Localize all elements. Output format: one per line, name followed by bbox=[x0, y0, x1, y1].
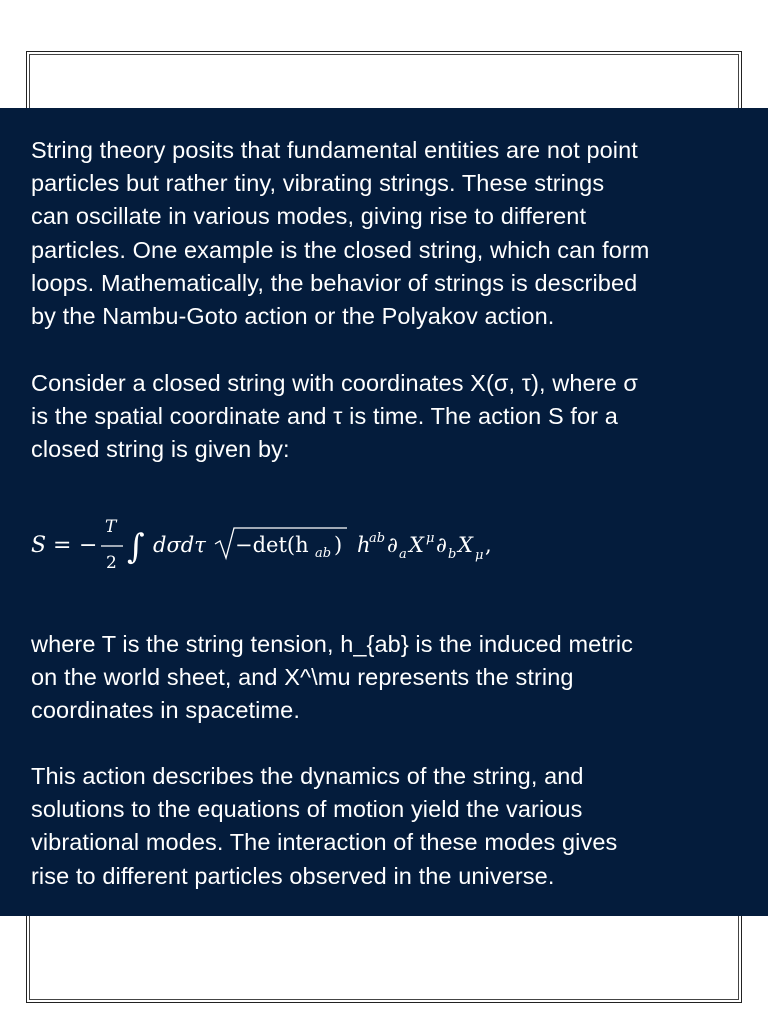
paragraph-where: where T is the string tension, h_{ab} is the induced metric on the world sheet, and X^\mu represents the string coordinates in spacetime. bbox=[31, 631, 634, 724]
formula-d1: ∂ bbox=[387, 533, 398, 557]
formula-X1-sup: μ bbox=[426, 531, 435, 546]
formula-denominator: 2 bbox=[106, 553, 117, 573]
formula-comma: , bbox=[485, 533, 492, 557]
formula-equals: = bbox=[53, 533, 72, 558]
formula-det-sub: ab bbox=[315, 546, 332, 561]
paragraph-conclusion: This action describes the dynamics of the string, and solutions to the equations of motion yield the various vibrational modes. The interaction of these modes gives rise to different particles observed in the universe. bbox=[31, 763, 618, 889]
formula-h: h bbox=[357, 533, 371, 557]
formula-d1-sub: a bbox=[399, 547, 407, 562]
paragraph-intro: String theory posits that fundamental entities are not point particles but rather tiny, vibrating strings. These strings can oscillate in various modes, giving rise to different particles. One example is the closed string, which can form loops. Mathematically, the behavior of strings is described by the Nambu-Goto action or the Polyakov action. bbox=[31, 137, 650, 330]
action-formula bbox=[31, 512, 631, 576]
paragraph-consider: Consider a closed string with coordinates X(σ, τ), where σ is the spatial coordinate and τ is time. The action S for a closed string is given by: bbox=[31, 370, 639, 463]
formula-det: −det(h bbox=[235, 533, 309, 557]
formula-measure: dσdτ bbox=[153, 533, 206, 557]
formula-minus: − bbox=[79, 533, 98, 558]
formula-d2: ∂ bbox=[436, 533, 447, 557]
formula-h-sup: ab bbox=[369, 531, 386, 546]
formula-X2-sub: μ bbox=[475, 548, 484, 563]
integral-sign: ∫ bbox=[127, 527, 145, 567]
formula-X2: X bbox=[458, 533, 473, 557]
formula-det-close: ) bbox=[334, 533, 343, 557]
formula-X1: X bbox=[409, 533, 424, 557]
formula-d2-sub: b bbox=[448, 547, 457, 562]
formula-numerator: T bbox=[105, 517, 117, 537]
formula-lhs: S bbox=[31, 533, 47, 558]
formula-svg bbox=[31, 512, 631, 576]
